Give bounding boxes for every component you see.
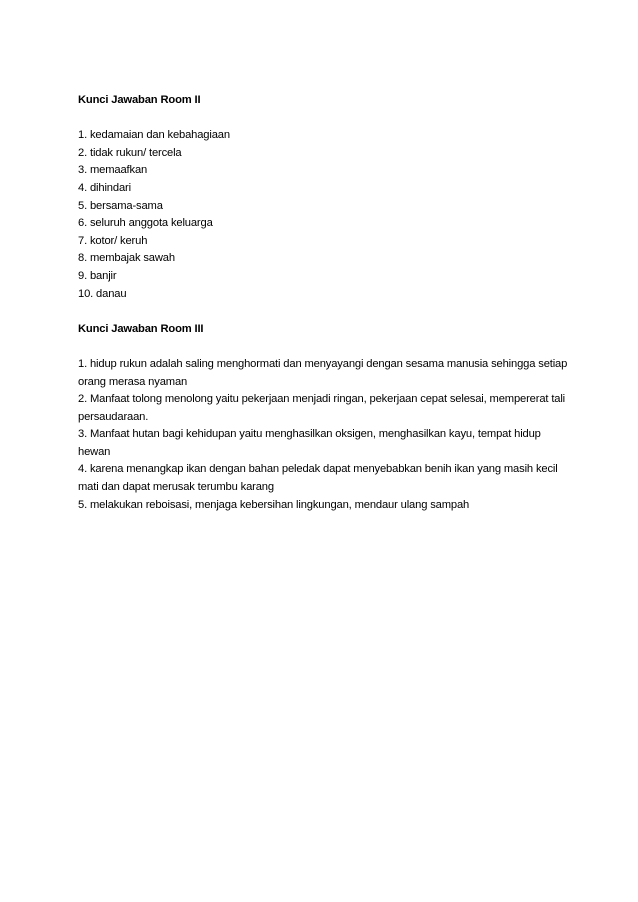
- answer-item: 6. seluruh anggota keluarga: [78, 217, 213, 230]
- answer-list-room-iii: [78, 356, 568, 514]
- answer-item: 2. tidak rukun/ tercela: [78, 146, 182, 159]
- answer-item: 1. kedamaian dan kebahagiaan: [78, 129, 230, 142]
- answer-item: 4. karena menangkap ikan dengan bahan peledak dapat menyebabkan benih ikan yang masih kecil mati dan dapat merusak terumbu karang: [78, 463, 558, 494]
- section-title-room-iii: Kunci Jawaban Room III: [78, 322, 204, 335]
- answer-item: 2. Manfaat tolong menolong yaitu pekerjaan menjadi ringan, pekerjaan cepat selesai, mempererat tali persaudaraan.: [78, 393, 566, 423]
- answer-item: 5. bersama-sama: [78, 199, 163, 212]
- answer-item: 1. hidup rukun adalah saling menghormati dan menyayangi dengan sesama manusia sehingga setiap orang merasa nyaman: [78, 357, 568, 388]
- answer-item: 7. kotor/ keruh: [78, 234, 148, 247]
- answer-item: 4. dihindari: [78, 181, 131, 194]
- answer-item: 9. banjir: [78, 269, 117, 282]
- section-title-room-ii: Kunci Jawaban Room II: [78, 94, 201, 106]
- answer-item: 8. membajak sawah: [78, 252, 175, 265]
- answer-item: 10. danau: [78, 287, 127, 300]
- answer-item: 3. memaafkan: [78, 164, 148, 177]
- document-content: [78, 92, 568, 532]
- answer-list-room-ii: [78, 127, 568, 303]
- answer-item: 3. Manfaat hutan bagi kehidupan yaitu menghasilkan oksigen, menghasilkan kayu, tempat hidup hewan: [78, 428, 541, 458]
- answer-item: 5. melakukan reboisasi, menjaga kebersihan lingkungan, mendaur ulang sampah: [78, 498, 470, 511]
